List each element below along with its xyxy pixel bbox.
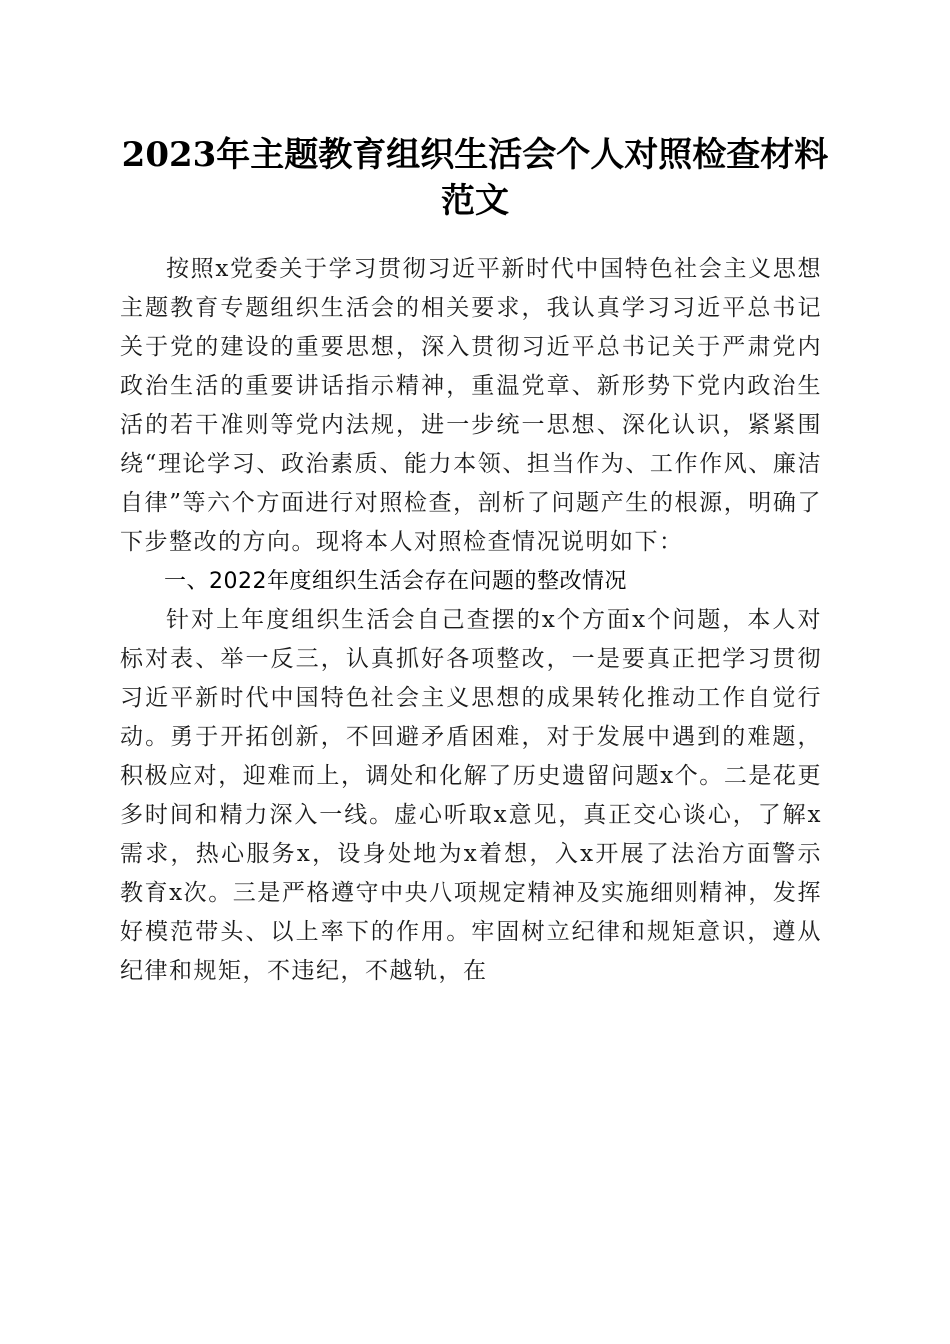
- section-1-paragraph: 针对上年度组织生活会自己查摆的x个方面x个问题，本人对标对表、举一反三，认真抓好各项整改，一是要真正把学习贯彻习近平新时代中国特色社会主义思想的成果转化推动工作自觉行动。勇于开拓创新，不回避矛盾困难，对于发展中遇到的难题，积极应对，迎难而上，调处和化解了历史遗留问题x个。二是花更多时间和精力深入一线。虚心听取x意见，真正交心谈心，了解x需求，热心服务x，设身处地为x着想，入x开展了法治方面警示教育x次。三是严格遵守中央八项规定精神及实施细则精神，发挥好模范带头、以上率下的作用。牢固树立纪律和规矩意识，遵从纪律和规矩，不违纪，不越轨，在: [120, 607, 822, 984]
- document-title: 2023年主题教育组织生活会个人对照检查材料范文: [121, 135, 829, 221]
- intro-paragraph: 按照x党委关于学习贯彻习近平新时代中国特色社会主义思想主题教育专题组织生活会的相关要求，我认真学习习近平总书记关于党的建设的重要思想，深入贯彻习近平总书记关于严肃党内政治生活的重要讲话指示精神，重温党章、新形势下党内政治生活的若干准则等党内法规，进一步统一思想、深化认识，紧紧围绕“理论学习、政治素质、能力本领、担当作为、工作作风、廉洁自律”等六个方面进行对照检查，剖析了问题产生的根源，明确了下步整改的方向。现将本人对照检查情况说明如下：: [120, 256, 822, 555]
- section-heading-1: 一、2022年度组织生活会存在问题的整改情况: [164, 569, 627, 594]
- document-body: [120, 250, 822, 991]
